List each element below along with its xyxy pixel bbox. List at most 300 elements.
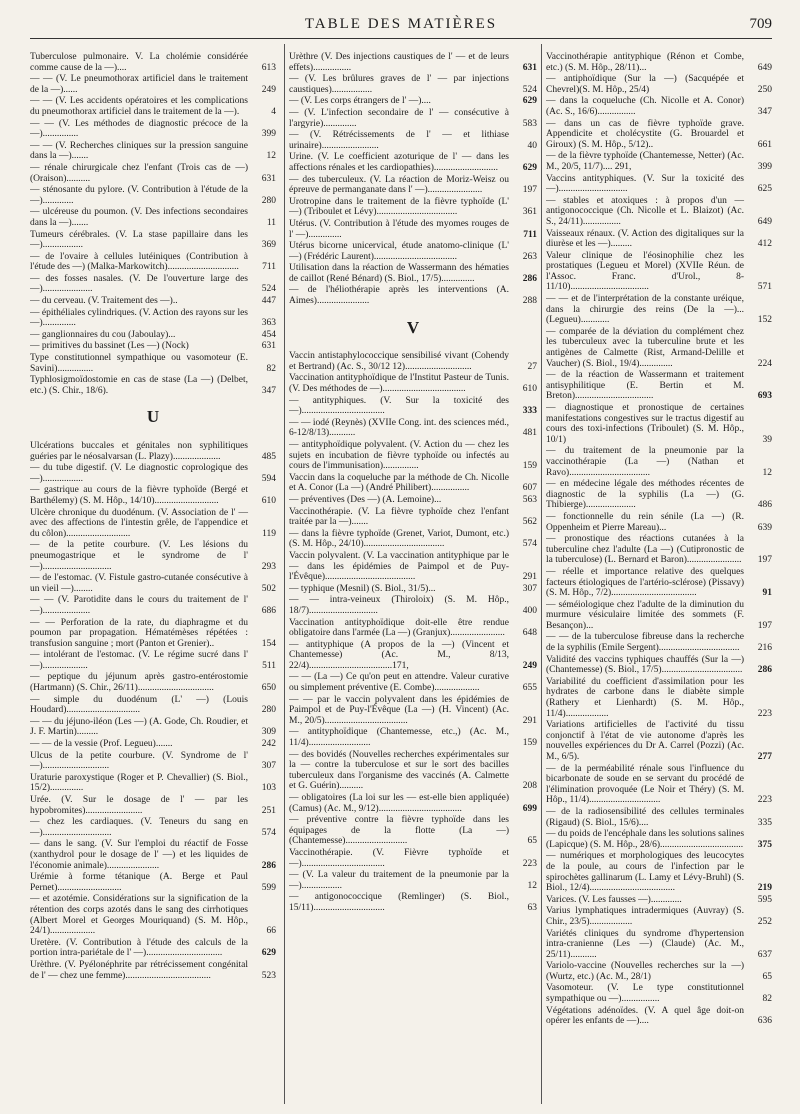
section-letter: U	[146, 407, 160, 427]
entry-page-number: 574	[261, 827, 276, 838]
entry-page-number: 631	[261, 173, 276, 184]
entry-page-number: 291	[522, 572, 537, 583]
entry-text: — peptique du jéjunum après gastro-entérostomie (Hartmann) (S. Chir., 26/11)................................	[30, 672, 248, 694]
entry-page-number: 639	[757, 522, 772, 533]
entry-page-number: 208	[522, 781, 537, 792]
entry-page-number: 12	[527, 880, 537, 891]
entry-page-number: 650	[261, 683, 276, 694]
index-entry	[546, 764, 772, 806]
index-entry	[289, 672, 537, 693]
entry-page-number: 307	[522, 583, 537, 594]
index-entry	[546, 370, 772, 402]
entry-text: Urée. (V. Sur le dosage de l' — par les hypobromites)........................	[30, 795, 248, 816]
entry-text: Ulcère chronique du duodénum. (V. Association de l' — avec des affections de l'intestin grêle, de l'appendice et du côlon)...........................	[30, 507, 248, 539]
entry-text: Uretère. (V. Contribution à l'étude des calculs de la portion intra-pariétale de l' —)................................	[30, 937, 248, 959]
entry-page-number: 119	[262, 528, 276, 539]
entry-text: — intolérant de l'estomac. (V. Le régime sucré dans l' —)...................	[30, 650, 248, 671]
entry-page-number: 361	[522, 207, 537, 218]
entry-text: — de la fièvre typhoïde (Chantemesse, Netter) (Ac. M., 20/5, 11/7).... 291,	[546, 151, 744, 172]
entry-text: — (V. La valeur du traitement de la pneumonie par la —).................	[289, 870, 509, 891]
entry-page-number: 242	[261, 739, 276, 750]
entry-page-number: 481	[522, 428, 537, 439]
column-divider	[541, 44, 542, 1104]
entry-text: — — (V. Recherches cliniques sur la pression sanguine dans la —).......	[30, 140, 248, 162]
entry-page-number: 286	[757, 665, 772, 676]
entry-text: — ganglionnaires du cou (Jaboulay)...	[30, 329, 176, 340]
index-entry	[289, 130, 537, 151]
entry-page-number: 347	[757, 106, 772, 117]
entry-page-number: 291	[522, 715, 537, 726]
entry-page-number: 12	[266, 151, 276, 162]
entry-page-number: 333	[522, 406, 537, 417]
index-entry	[289, 152, 537, 173]
index-entry	[30, 96, 276, 117]
index-entry	[30, 773, 276, 794]
entry-text: — (V. Les brûlures graves de l' — par injections caustiques).................	[289, 74, 509, 95]
entry-text: Vaccinothérapie antityphique (Rénon et Combe, etc.) (S. M. Hôp., 28/11)...	[546, 52, 744, 73]
entry-text: Urèthre. (V. Pyélonéphrite par rétrécissement congénital de l' — chez une femme)....................................	[30, 959, 248, 981]
entry-text: — — (V. Parotidite dans le cours du traitement de l' —)....................	[30, 595, 248, 616]
entry-page-number: 511	[262, 660, 276, 671]
entry-text: — pronostique des réactions cutanées à la tuberculine chez l'adulte (La —) (Cutipronostic de la tuberculose) (L. Bernard et Baron).......................	[546, 534, 744, 566]
index-entry	[546, 52, 772, 73]
entry-text: — — Perforation de la rate, du diaphragme et du poumon par propagation. Hématémèses répétées : transfusion sanguine ; mort (Panton et Grenier)..	[30, 617, 248, 649]
index-entry	[30, 595, 276, 616]
entry-text: — du cerveau. (V. Traitement des —)..	[30, 296, 178, 307]
entry-text: — de l'estomac. (V. Fistule gastro-cutanée consécutive à un vieil —)........	[30, 573, 248, 594]
index-entry	[546, 174, 772, 195]
index-entry	[546, 632, 772, 653]
entry-text: Vaccination antityphoïdique de l'Institut Pasteur de Tunis. (V. Des méthodes de —)...................................	[289, 373, 509, 395]
entry-page-number: 63	[527, 902, 537, 913]
entry-text: Valeur clinique de l'éosinophilie chez les prostatiques (Legueu et Morel) (XVIIe Réun. de l'Assoc. Franc. d'Urol., 8-11/10).................................	[546, 250, 744, 293]
index-entry	[546, 151, 772, 172]
entry-page-number: 12	[762, 467, 772, 478]
entry-text: — préventive contre la fièvre typhoïde dans les équipages de la flotte (La —) (Chantemesse)..........................	[289, 815, 509, 847]
index-entry	[30, 119, 276, 140]
entry-text: — du traitement de la pneumonie par la vaccinothérapie (La —) (Nathan et Ravo)..................................	[546, 446, 744, 478]
index-entry	[30, 938, 276, 959]
entry-page-number: 486	[757, 500, 772, 511]
entry-text: — préventives (Des —) (A. Lemoine)...	[289, 494, 442, 505]
entry-page-number: 523	[261, 970, 276, 981]
index-entry	[546, 403, 772, 445]
entry-text: — diagnostique et pronostique de certaines manifestations congestives sur le tractus digestif au cours des toxi-infections (Triboulet) (S. M. Hôp., 10/1)	[546, 403, 744, 445]
entry-page-number: 65	[527, 836, 537, 847]
entry-page-number: 224	[757, 358, 772, 369]
index-entry	[30, 751, 276, 772]
section-letter: V	[406, 317, 420, 337]
index-entry	[289, 175, 537, 196]
index-entry	[546, 446, 772, 478]
entry-text: — — iodé (Reynès) (XVIIe Cong. int. des sciences méd., 6-12/8/13)...........	[289, 417, 509, 439]
index-entry	[289, 727, 537, 748]
index-entry	[30, 463, 276, 484]
entry-text: Urine. (V. Le coefficient azoturique de l' — dans les affections rénales et les cardiopathies)...........................	[289, 152, 509, 173]
entry-text: — antiphoïdique (Sur la —) (Sacquépée et Chevrel)(S. M. Hôp., 25/4)	[546, 74, 744, 95]
index-entry	[289, 241, 537, 262]
entry-text: — antityphiques. (V. Sur la toxicité des —)...................................	[289, 395, 509, 417]
index-entry	[289, 351, 537, 372]
index-entry	[30, 441, 276, 462]
entry-text: — — (V. Les accidents opératoires et les complications du pneumothorax artificiel dans le traitement de la —).	[30, 96, 248, 117]
index-entry	[289, 473, 537, 494]
entry-page-number: 629	[522, 162, 537, 173]
entry-page-number: 154	[261, 638, 276, 649]
entry-page-number: 637	[757, 949, 772, 960]
entry-page-number: 216	[757, 643, 772, 654]
index-entry	[289, 507, 537, 528]
entry-page-number: 693	[757, 391, 772, 402]
entry-page-number: 82	[762, 994, 772, 1005]
entry-text: — de la réaction de Wassermann et traitement antisyphilitique (E. Bertin et M. Breton).................................	[546, 370, 744, 402]
index-entry	[546, 479, 772, 511]
entry-page-number: 625	[757, 184, 772, 195]
entry-page-number: 711	[262, 262, 276, 273]
entry-page-number: 40	[527, 140, 537, 151]
index-entry	[30, 540, 276, 572]
entry-text: — gastrique au cours de la fièvre typhoïde (Bergé et Barthélemy) (S. M. Hôp., 14/10)...........................	[30, 485, 248, 506]
index-entry	[289, 848, 537, 869]
entry-text: Variations artificielles de l'activité du tissu conjonctif à l'état de vie autonome d'après les nouvelles expériences du Dr A. Carrel (Pozzi) (Ac. M., 6/5).	[546, 720, 744, 762]
entry-text: — antityphoïdique polyvalent. (V. Action du — chez les sujets en incubation de fièvre typhoïde ou infectés au cours de l'immunisation)...............	[289, 440, 509, 472]
index-entry	[546, 534, 772, 566]
entry-page-number: 11	[266, 217, 276, 228]
entry-text: — simple du duodénum (L' —) (Louis Houdard)...............................	[30, 694, 248, 716]
entry-page-number: 263	[522, 251, 537, 262]
index-entry	[289, 263, 537, 284]
entry-page-number: 91	[762, 588, 772, 599]
entry-page-number: 562	[522, 517, 537, 528]
index-entry	[289, 870, 537, 891]
index-entry	[546, 512, 772, 533]
entry-text: — des fosses nasales. (V. De l'ouverture large des —).....................	[30, 273, 248, 295]
entry-text: — du poids de l'encéphale dans les solutions salines (Lapicque) (S. M. Hôp., 28/6)...................................	[546, 829, 745, 850]
entry-page-number: 629	[522, 96, 537, 107]
entry-text: Vaccin dans la coqueluche par la méthode de Ch. Nicolle et A. Conor (La —) (André Philibert)................	[289, 472, 509, 494]
index-entry	[289, 640, 537, 672]
entry-text: — (V. L'infection secondaire de l' — consécutive à l'argyrie)..............	[289, 107, 509, 129]
entry-text: — antigonococcique (Remlinger) (S. Biol., 15/11)..............................	[289, 892, 509, 913]
index-entry	[30, 141, 276, 162]
index-entry	[546, 119, 772, 151]
entry-text: — (V. Rétrécissements de l' — et lithiase urinaire)........................	[289, 130, 509, 151]
index-entry	[289, 108, 537, 129]
entry-text: Urèthre (V. Des injections caustiques de l' — et de leurs effets)................	[289, 52, 509, 73]
index-entry	[546, 229, 772, 250]
entry-text: Vaisseaux rénaux. (V. Action des digitaliques sur la diurèse et les —).........	[546, 228, 744, 250]
index-entry	[546, 895, 772, 906]
entry-text: Urotropine dans le traitement de la fièvre typhoïde (L' —) (Triboulet et Lévy)..................................	[289, 196, 509, 218]
entry-page-number: 631	[522, 62, 537, 73]
entry-text: — séméiologique chez l'adulte de la diminution du murmure vésiculaire limitée des sommets (F. Besançon)...	[546, 599, 744, 631]
entry-page-number: 399	[261, 129, 276, 140]
page-title: TABLE DES MATIÈRES	[304, 16, 498, 32]
entry-page-number: 286	[522, 273, 537, 284]
entry-text: Variolo-vaccine (Nouvelles recherches sur la —) (Wurtz, etc.) (Ac. M., 28/1)	[546, 961, 744, 982]
entry-page-number: 594	[261, 473, 276, 484]
entry-page-number: 524	[261, 284, 276, 295]
entry-text: — des bovidés (Nouvelles recherches expérimentales sur la — contre la tuberculose et sur le sort des bacilles tuberculeux dans l'organisme des vaccinés (A. Calmette et G. Guérin)..........	[289, 749, 509, 792]
entry-text: Végétations adénoïdes. (V. A quel âge doit-on opérer les enfants de —)....	[546, 1005, 744, 1027]
index-entry	[30, 672, 276, 693]
entry-page-number: 400	[522, 605, 537, 616]
index-entry	[289, 52, 537, 73]
entry-text: — et azotémie. Considérations sur la signification de la rétention des corps azotés dans le sang des cirrhotiques (Albert Morel et Georges Mouriquand) (S. M. Hôp., 24/1)...................	[30, 894, 248, 937]
entry-page-number: 277	[757, 752, 772, 762]
index-entry	[289, 892, 537, 913]
entry-text: — rénale chirurgicale chez l'enfant (Trois cas de —) (Oraison)..........	[30, 162, 248, 184]
index-entry	[289, 595, 537, 616]
entry-text: — — de la tuberculose fibreuse dans la recherche de la syphilis (Emile Sergent)..................................	[546, 632, 744, 654]
entry-text: — de l'ovaire à cellules lutéiniques (Contribution à l'étude des —) (Malka-Markowitch)..............................	[30, 251, 248, 273]
entry-page-number: 571	[757, 282, 772, 293]
entry-page-number: 309	[261, 727, 276, 738]
entry-page-number: 399	[757, 161, 772, 172]
index-entry	[30, 695, 276, 716]
entry-text: — typhique (Mesnil) (S. Biol., 31/5)...	[289, 583, 436, 594]
entry-page-number: 286	[261, 860, 276, 871]
entry-text: Vaccinothérapie. (V. La fièvre typhoïde chez l'enfant traitée par la —).......	[289, 506, 509, 528]
entry-text: — — intra-veineux (Thiroloix) (S. M. Hôp., 18/7).............................	[289, 595, 509, 616]
index-entry	[546, 294, 772, 326]
index-entry	[289, 74, 537, 95]
index-entry	[546, 327, 772, 369]
index-entry	[289, 815, 537, 847]
index-entry	[30, 163, 276, 184]
index-entry	[30, 341, 276, 352]
entry-text: — de l'héliothérapie après les interventions (A. Aimes)......................	[289, 285, 509, 307]
entry-text: Vaccin polyvalent. (V. La vaccination antityphique par le — dans les épidémies de Paimpol et de Puy-l'Évêque)......................................	[289, 550, 509, 583]
entry-text: — sténosante du pylore. (V. Contribution à l'étude de la —).............	[30, 185, 248, 206]
entry-page-number: 648	[522, 628, 537, 639]
entry-page-number: 280	[261, 705, 276, 716]
index-entry	[289, 197, 537, 218]
entry-text: — numériques et morphologiques des leucocytes de la poule, au cours de l'infection par le spirochètes gallinarum (L. Lamy et Lévy-Bruhl) (S. Biol., 12/4)....................................	[546, 851, 744, 894]
entry-text: Variétés cliniques du syndrome d'hypertension intra-cranienne (Les —) (Claude) (Ac. M., 25/11)...........	[546, 928, 744, 960]
column-divider	[284, 44, 285, 1104]
index-entry	[546, 906, 772, 927]
entry-page-number: 197	[757, 555, 772, 566]
entry-page-number: 363	[261, 318, 276, 329]
entry-page-number: 610	[261, 495, 276, 506]
entry-page-number: 223	[757, 708, 772, 719]
entry-text: — antityphoïdique (Chantemesse, etc.,) (Ac. M., 11/4)..........................	[289, 727, 509, 749]
entry-text: — fonctionnelle du rein sénile (La —) (R. Oppenheim et Pierre Mareau)...	[546, 511, 744, 533]
entry-page-number: 607	[522, 483, 537, 494]
entry-page-number: 249	[522, 660, 537, 671]
entry-page-number: 65	[762, 971, 772, 982]
entry-text: Variabilité du coefficient d'assimilation pour les hydrates de carbone dans le diabète simple (Rathery et Lienhardt) (S. M. Hôp., 11/4)..................	[546, 676, 744, 719]
entry-page-number: 583	[522, 118, 537, 129]
index-entry	[30, 185, 276, 206]
entry-page-number: 375	[757, 839, 772, 850]
index-entry	[546, 983, 772, 1004]
index-entry	[289, 750, 537, 792]
entry-page-number: 661	[757, 139, 772, 150]
index-entry	[30, 74, 276, 95]
entry-page-number: 223	[757, 795, 772, 806]
index-entry	[546, 600, 772, 632]
entry-page-number: 699	[522, 803, 537, 814]
entry-text: — obligatoires (La loi sur les — est-elle bien appliquée) (Camus) (Ac. M., 9/12)...................................	[289, 793, 509, 814]
entry-text: Vaccin antistaphylococcique sensibilisé vivant (Cohendy et Bertrand) (Ac. S., 30/12 12)............................	[289, 351, 509, 372]
entry-text: — réelle et importance relative des quelques facteurs étiologiques de l'artério-sclérose) (Pissavy) (S. M. Hôp., 7/2)....................................	[546, 566, 744, 599]
entry-page-number: 103	[261, 783, 276, 794]
index-entry	[30, 330, 276, 341]
entry-text: — dans le sang. (V. Sur l'emploi du réactif de Fosse (xanthydrol pour le dosage de l' —) et les liquides de l'économie animale)......................	[30, 839, 248, 871]
entry-text: Ulcérations buccales et génitales non syphilitiques guéries par le néosalvarsan (L. Plazy)....................	[30, 441, 248, 462]
entry-page-number: 4	[271, 106, 276, 117]
entry-page-number: 636	[757, 1016, 772, 1027]
index-entry	[546, 961, 772, 982]
entry-text: Vaccinothérapie. (V. Fièvre typhoïde et —)...................................	[289, 847, 509, 869]
index-entry	[30, 230, 276, 251]
index-entry	[30, 618, 276, 650]
entry-text: Urémie à forme tétanique (A. Berge et Paul Pernet)...........................	[30, 872, 248, 893]
index-entry	[30, 252, 276, 273]
index-entry	[30, 872, 276, 893]
entry-text: — — par le vaccin polyvalent dans les épidémies de Paimpol et de Puy-l'Évêque (La —) (H. Vincent) (Ac. M., 20/5)...................................	[289, 694, 509, 726]
entry-page-number: 335	[757, 817, 772, 828]
entry-page-number: 251	[261, 805, 276, 816]
entry-text: — dans la coqueluche (Ch. Nicolle et A. Conor) (Ac. S., 16/6)................	[546, 96, 744, 117]
entry-page-number: 280	[261, 195, 276, 206]
entry-page-number: 599	[261, 882, 276, 893]
entry-page-number: 307	[261, 761, 276, 772]
entry-page-number: 485	[261, 451, 276, 462]
entry-page-number: 502	[261, 583, 276, 594]
index-entry	[289, 529, 537, 550]
entry-page-number: 649	[757, 216, 772, 227]
entry-text: — de la petite courbure. (V. Les lésions du pneumogastrique et le syndrome de l' —).............................	[30, 540, 248, 572]
entry-text: — — (La —) Ce qu'on peut en attendre. Valeur curative ou simplement préventive (E. Combe)...................	[289, 672, 509, 694]
index-entry	[30, 573, 276, 594]
entry-page-number: 252	[757, 916, 772, 927]
entry-page-number: 369	[261, 240, 276, 251]
entry-page-number: 219	[757, 883, 772, 894]
entry-page-number: 447	[261, 296, 276, 307]
entry-text: — primitives du bassinet (Les —) (Nock)	[30, 341, 189, 352]
entry-page-number: 152	[757, 315, 772, 326]
entry-text: Vaccination antityphoïdique doit-elle être rendue obligatoire dans l'armée (La —) (Granjux).......................	[289, 617, 509, 639]
index-entry	[30, 274, 276, 295]
entry-page-number: 595	[757, 894, 772, 905]
entry-page-number: 649	[757, 62, 772, 73]
entry-text: — — de la vessie (Prof. Legueu).......	[30, 739, 173, 750]
index-entry	[546, 677, 772, 719]
entry-text: — — et de l'interprétation de la constante uréique, dans la chirurgie des reins (De la —)... (Legueu)............	[546, 294, 744, 326]
index-entry	[546, 829, 772, 850]
entry-text: — des tuberculeux. (V. La réaction de Moriz-Weisz ou épreuve de permanganate dans l' —).......................	[289, 174, 509, 196]
entry-text: Vaccins antityphiques. (V. Sur la toxicité des —).............................	[546, 173, 744, 195]
entry-page-number: 159	[522, 738, 537, 749]
entry-text: Ulcus de la petite courbure. (V. Syndrome de l' —)............................	[30, 750, 248, 772]
index-entry	[546, 929, 772, 961]
index-entry	[546, 96, 772, 117]
index-entry	[289, 793, 537, 814]
entry-text: — — du jéjuno-iléon (Les —) (A. Gode, Ch. Roudier, et J. F. Martin).........	[30, 716, 248, 738]
entry-page-number: 631	[261, 341, 276, 352]
entry-text: Tuberculose pulmonaire. V. La cholémie considérée comme cause de la —)....	[30, 52, 248, 73]
entry-page-number: 159	[522, 461, 537, 472]
index-entry	[289, 219, 537, 240]
entry-page-number: 610	[522, 384, 537, 395]
entry-text: — ulcéreuse du poumon. (V. Des infections secondaires dans la —).......	[30, 207, 248, 228]
index-entry	[30, 650, 276, 671]
entry-page-number: 563	[522, 494, 537, 505]
entry-text: — chez les cardiaques. (V. Teneurs du sang en —).............................	[30, 817, 248, 838]
entry-text: Vasomoteur. (V. Le type constitutionnel sympathique ou —)................	[546, 983, 744, 1005]
index-entry	[546, 74, 772, 95]
entry-text: — — (V. Les méthodes de diagnostic précoce de la —)...............	[30, 118, 248, 140]
entry-text: Tumeurs cérébrales. (V. La stase papillaire dans les —).................	[30, 229, 248, 251]
index-column-2	[289, 52, 537, 1108]
entry-text: — en médecine légale des méthodes récentes de diagnostic de la syphilis (La —) (G. Thibierge).....................	[546, 479, 744, 511]
index-column-1	[30, 52, 276, 1108]
entry-page-number: 288	[522, 296, 537, 307]
entry-text: Validité des vaccins typhiques chauffés (Sur la —) (Chantemesse) (S. Biol., 17/5)..................................	[546, 654, 744, 676]
index-entry	[30, 485, 276, 506]
index-entry	[289, 373, 537, 394]
index-entry	[289, 584, 537, 595]
entry-page-number: 39	[762, 434, 772, 445]
entry-text: Utilisation dans la réaction de Wassermann des hématies de caillot (René Bénard) (S. Biol., 17/5)..............	[289, 263, 509, 284]
entry-text: — comparée de la déviation du complément chez les tuberculeux avec la tuberculine brute et les antigènes de Calmette (Rist, Armand-Delille et Vaucher) (S. Biol., 19/4)..............	[546, 326, 744, 369]
entry-page-number: 613	[261, 62, 276, 73]
entry-text: — antityphique (A propos de la —) (Vincent et Chantemesse) (Ac. M., 8/13, 22/4)...................................171,	[289, 639, 509, 671]
entry-page-number: 686	[261, 605, 276, 616]
index-entry	[30, 739, 276, 750]
index-entry	[289, 440, 537, 472]
entry-text: — — (V. Le pneumothorax artificiel dans le traitement de la —)......	[30, 74, 248, 95]
entry-text: Typhlosigmoïdostomie en cas de stase (La —) (Delbet, etc.) (S. Chir., 18/6).	[30, 375, 248, 396]
entry-page-number: 574	[522, 539, 537, 550]
index-entry	[289, 285, 537, 306]
entry-text: Type constitutionnel sympathique ou vasomoteur (E. Savini)...............	[30, 353, 248, 374]
index-entry	[546, 196, 772, 228]
entry-text: Utérus bicorne unicervical, étude anatomo-clinique (L' —) (Frédéric Laurent)...................................	[289, 241, 509, 262]
page-number: 709	[749, 16, 772, 32]
entry-text: — de la radiosensibilité des cellules terminales (Rigaud) (S. Biol., 15/6)....	[546, 806, 744, 828]
index-entry	[546, 1006, 772, 1027]
entry-page-number: 293	[261, 561, 276, 572]
entry-page-number: 197	[522, 185, 537, 196]
index-entry	[30, 894, 276, 936]
index-entry	[546, 567, 772, 599]
entry-page-number: 454	[261, 329, 276, 340]
index-entry	[546, 655, 772, 676]
entry-page-number: 655	[522, 683, 537, 694]
index-entry	[30, 296, 276, 307]
entry-page-number: 629	[261, 948, 276, 959]
entry-page-number: 27	[527, 361, 537, 372]
index-entry	[289, 551, 537, 583]
entry-text: Uraturie paroxystique (Roger et P. Chevallier) (S. Biol., 15/2)..............	[30, 772, 248, 794]
entry-page-number: 223	[522, 858, 537, 869]
index-entry	[30, 207, 276, 228]
index-entry	[289, 418, 537, 439]
index-entry	[30, 353, 276, 374]
index-entry	[546, 807, 772, 828]
index-entry	[289, 618, 537, 639]
entry-page-number: 347	[261, 385, 276, 396]
entry-text: — dans la fièvre typhoïde (Grenet, Variot, Dumont, etc.) (S. M. Hôp., 24/10)..................................	[289, 528, 509, 550]
entry-page-number: 250	[757, 84, 772, 95]
entry-text: — stables et atoxiques : à propos d'un — antigonococcique (Ch. Nicolle et L. Blaizot) (Ac. S., 24/11)................	[546, 195, 744, 227]
index-entry	[546, 720, 772, 762]
index-entry	[30, 717, 276, 738]
